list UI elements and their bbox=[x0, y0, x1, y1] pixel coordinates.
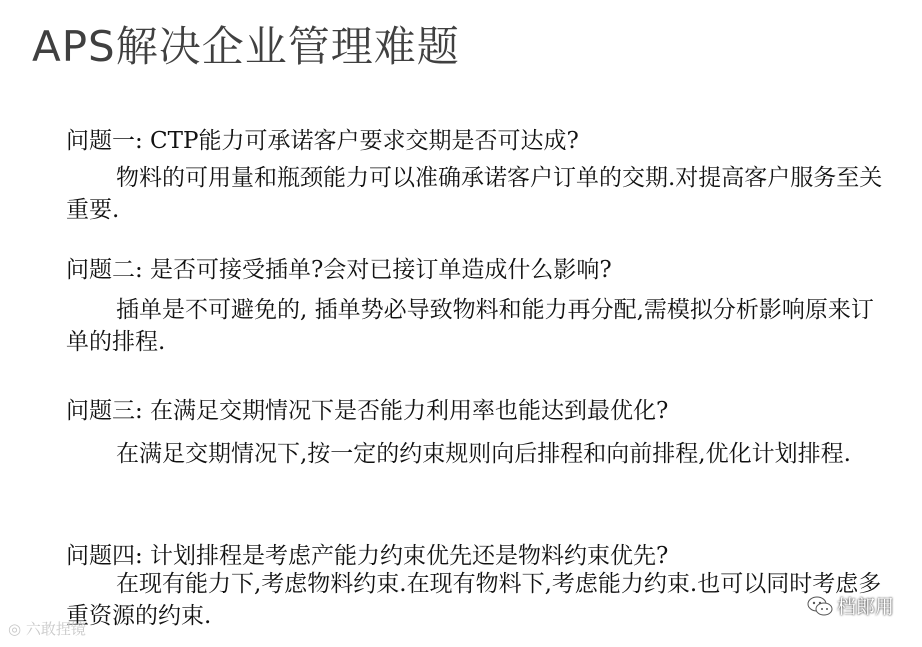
answer-1 bbox=[66, 162, 896, 226]
answer-2 bbox=[66, 294, 896, 358]
answer-2-text: 插单是不可避免的, 插单势必导致物料和能力再分配,需模拟分析影响原来订单的排程. bbox=[66, 297, 874, 355]
question-3: 问题三: 在满足交期情况下是否能力利用率也能达到最优化? bbox=[66, 398, 669, 424]
answer-3 bbox=[66, 438, 896, 470]
weibo-logo-icon: ◎ bbox=[8, 620, 22, 638]
answer-4-text: 在现有能力下,考虑物料约束.在现有物料下,考虑能力约束.也可以同时考虑多重资源的约束. bbox=[66, 571, 882, 629]
watermark-right-text: 档郎用 bbox=[836, 596, 894, 618]
question-2: 问题二: 是否可接受插单?会对已接订单造成什么影响? bbox=[66, 257, 612, 283]
watermark-left bbox=[8, 618, 86, 639]
watermark-right bbox=[807, 592, 894, 619]
answer-3-text: 在满足交期情况下,按一定的约束规则向后排程和向前排程,优化计划排程. bbox=[116, 441, 851, 467]
watermark-left-text: 六敢捏镜 bbox=[25, 620, 86, 638]
wechat-logo-icon bbox=[807, 595, 833, 617]
slide-title: APS解决企业管理难题 bbox=[32, 22, 460, 71]
answer-1-text: 物料的可用量和瓶颈能力可以准确承诺客户订单的交期.对提高客户服务至关重要. bbox=[66, 165, 883, 223]
question-1: 问题一: CTP能力可承诺客户要求交期是否可达成? bbox=[66, 128, 579, 154]
answer-4 bbox=[66, 568, 896, 632]
question-4: 问题四: 计划排程是考虑产能力约束优先还是物料约束优先? bbox=[66, 543, 669, 569]
